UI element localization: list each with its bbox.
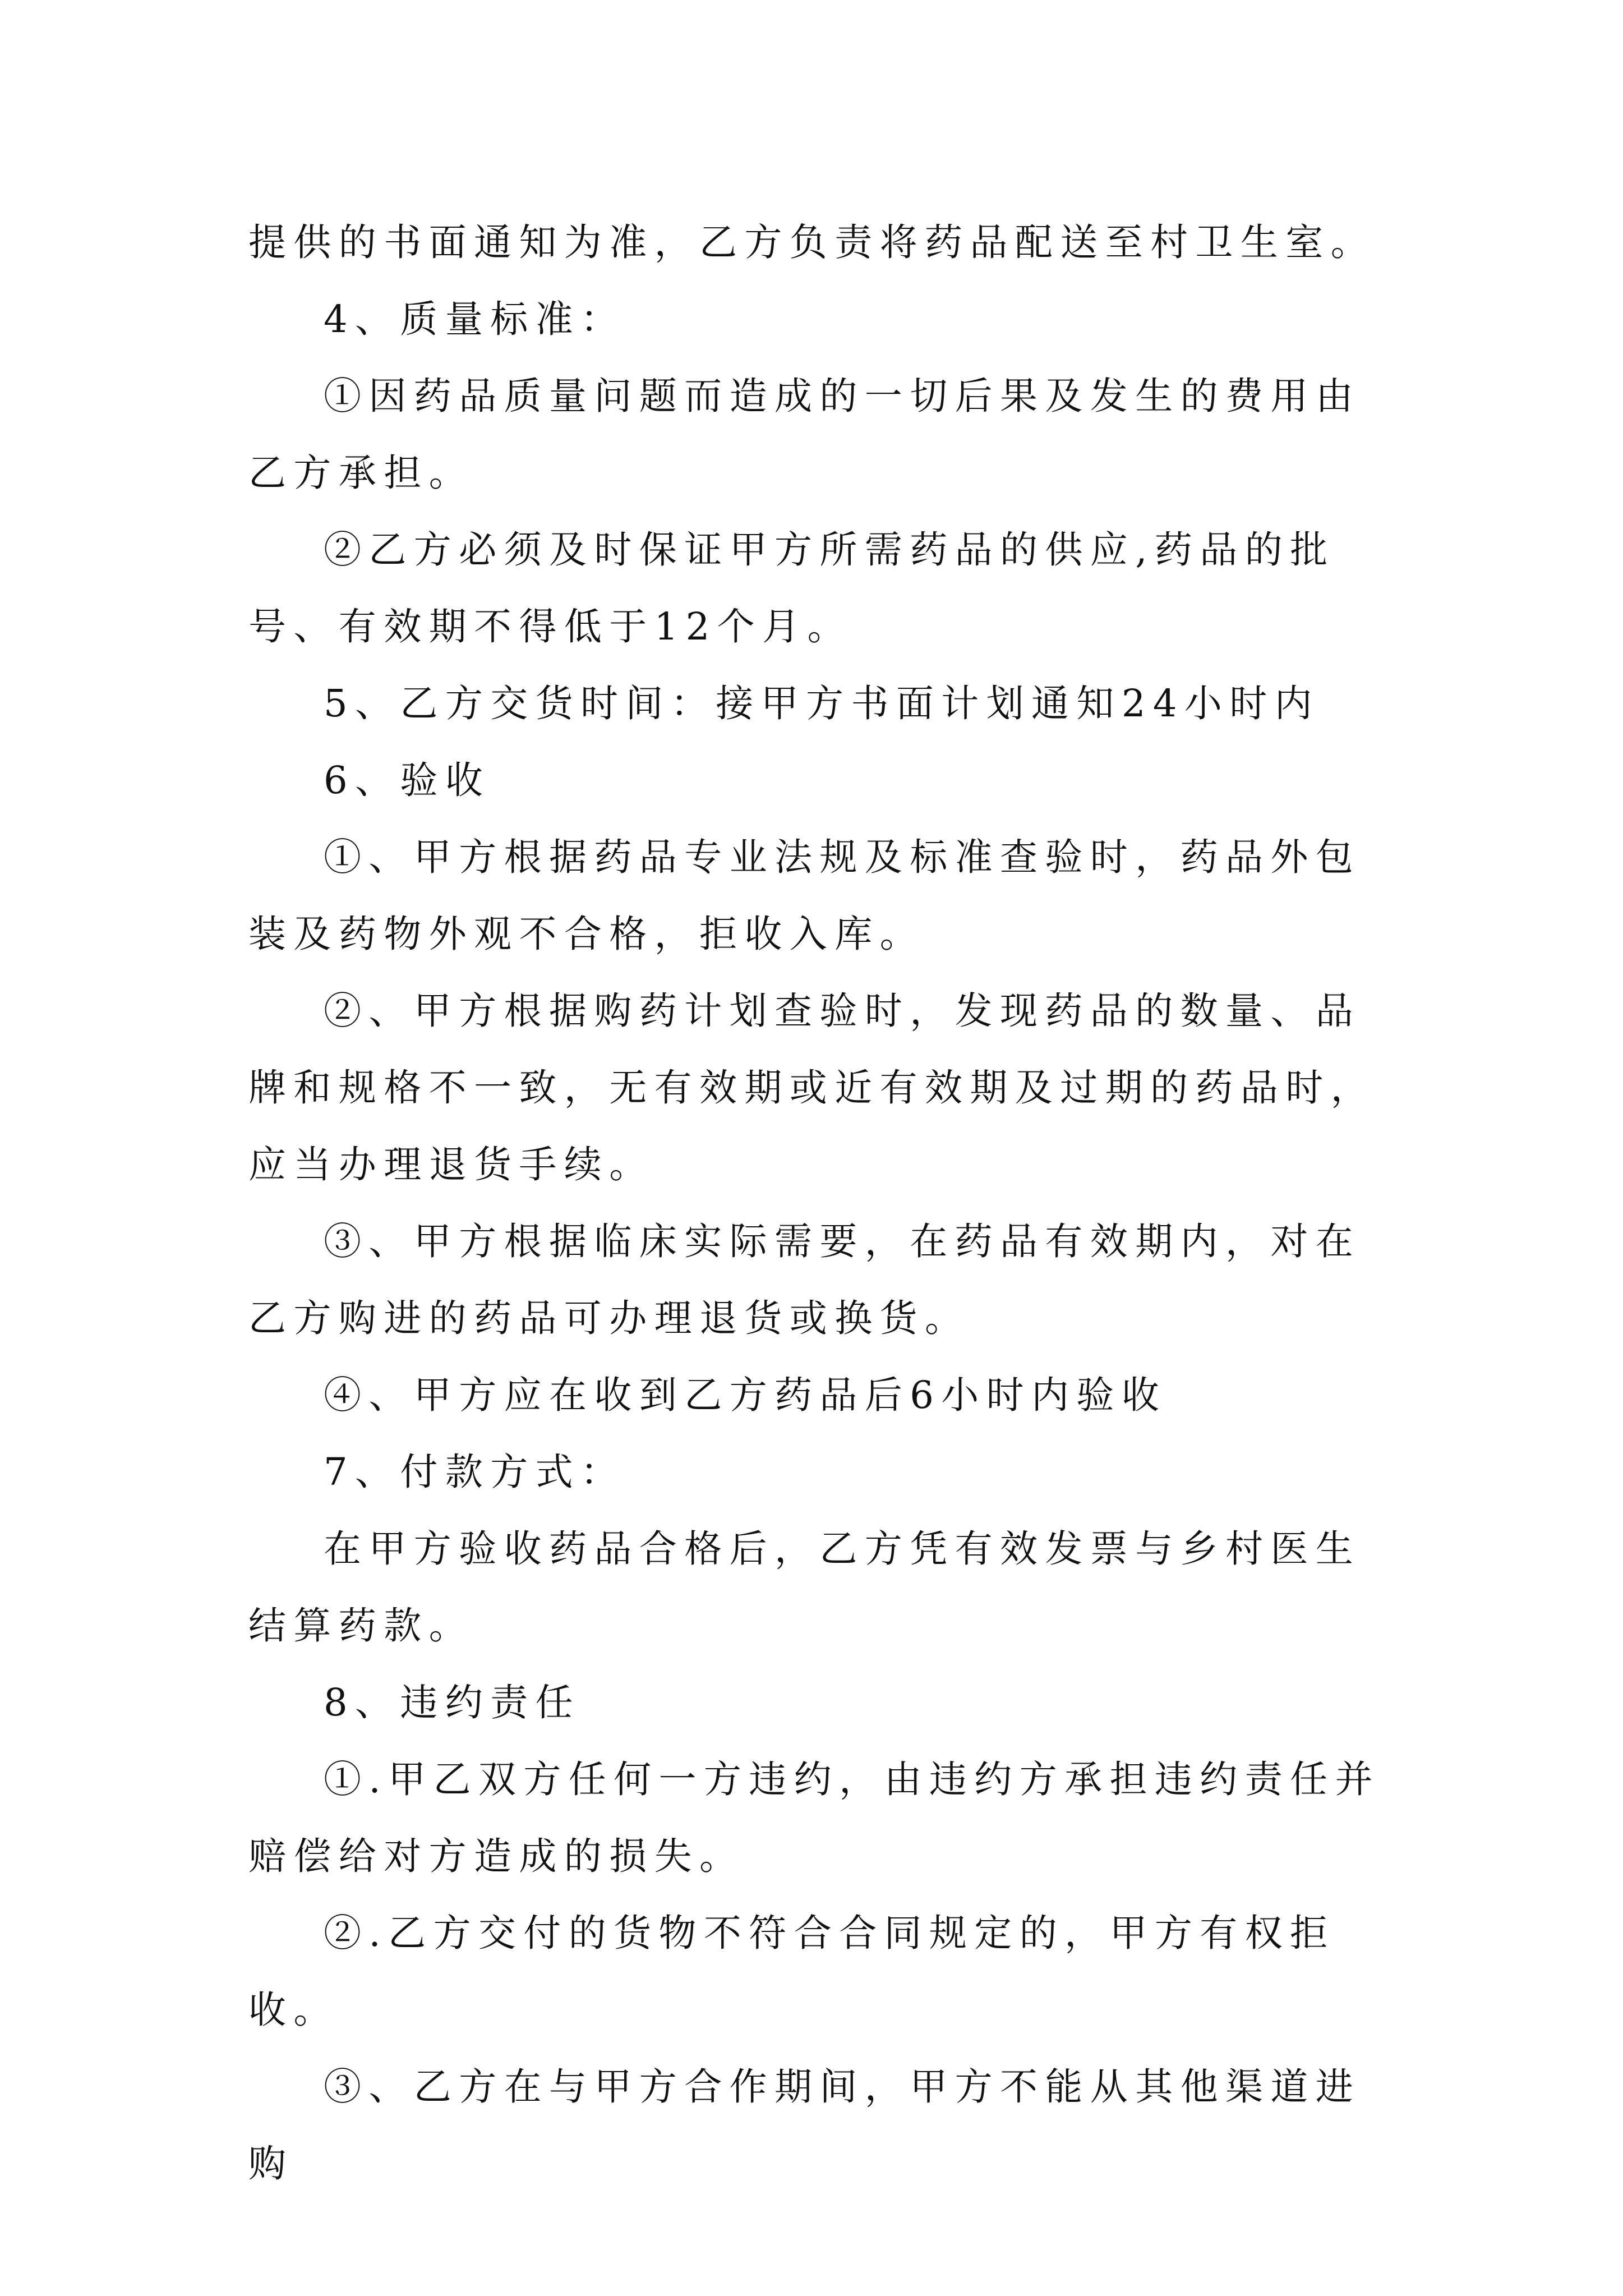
- paragraph-delivery-time: 5、乙方交货时间：接甲方书面计划通知24小时内: [324, 682, 1320, 725]
- paragraph-payment-body: 在甲方验收药品合格后，乙方凭有效发票与乡村医生结算药款。: [248, 1527, 1361, 1648]
- paragraph-quality-standard-heading: 4、质量标准：: [324, 297, 626, 341]
- paragraph-acceptance-item-1: ①、甲方根据药品专业法规及标准查验时，药品外包装及药物外观不合格，拒收入库。: [248, 835, 1361, 956]
- paragraph-quality-item-1: ①因药品质量问题而造成的一切后果及发生的费用由乙方承担。: [248, 374, 1361, 495]
- document-body: [248, 204, 1387, 2202]
- paragraph-liability-item-3: ③、乙方在与甲方合作期间，甲方不能从其他渠道进购: [248, 2065, 1361, 2185]
- paragraph-acceptance-item-2: ②、甲方根据购药计划查验时，发现药品的数量、品牌和规格不一致，无有效期或近有效期及过期的药品时，应当办理退货手续。: [248, 989, 1376, 1186]
- paragraph-quality-item-2: ②乙方必须及时保证甲方所需药品的供应,药品的批号、有效期不得低于12个月。: [248, 528, 1335, 648]
- paragraph-payment-heading: 7、付款方式：: [324, 1450, 626, 1494]
- paragraph-acceptance-heading: 6、验收: [324, 758, 491, 802]
- paragraph-acceptance-item-4: ④、甲方应在收到乙方药品后6小时内验收: [324, 1373, 1167, 1417]
- paragraph-liability-item-1: ①.甲乙双方任何一方违约，由违约方承担违约责任并赔偿给对方造成的损失。: [248, 1757, 1380, 1878]
- paragraph-acceptance-item-3: ③、甲方根据临床实际需要，在药品有效期内，对在乙方购进的药品可办理退货或换货。: [248, 1220, 1361, 1340]
- paragraph-liability-heading: 8、违约责任: [324, 1681, 581, 1724]
- paragraph-continuation: 提供的书面通知为准，乙方负责将药品配送至村卫生室。: [248, 220, 1376, 264]
- paragraph-liability-item-2: ②.乙方交付的货物不符合合同规定的，甲方有权拒收。: [248, 1911, 1335, 2032]
